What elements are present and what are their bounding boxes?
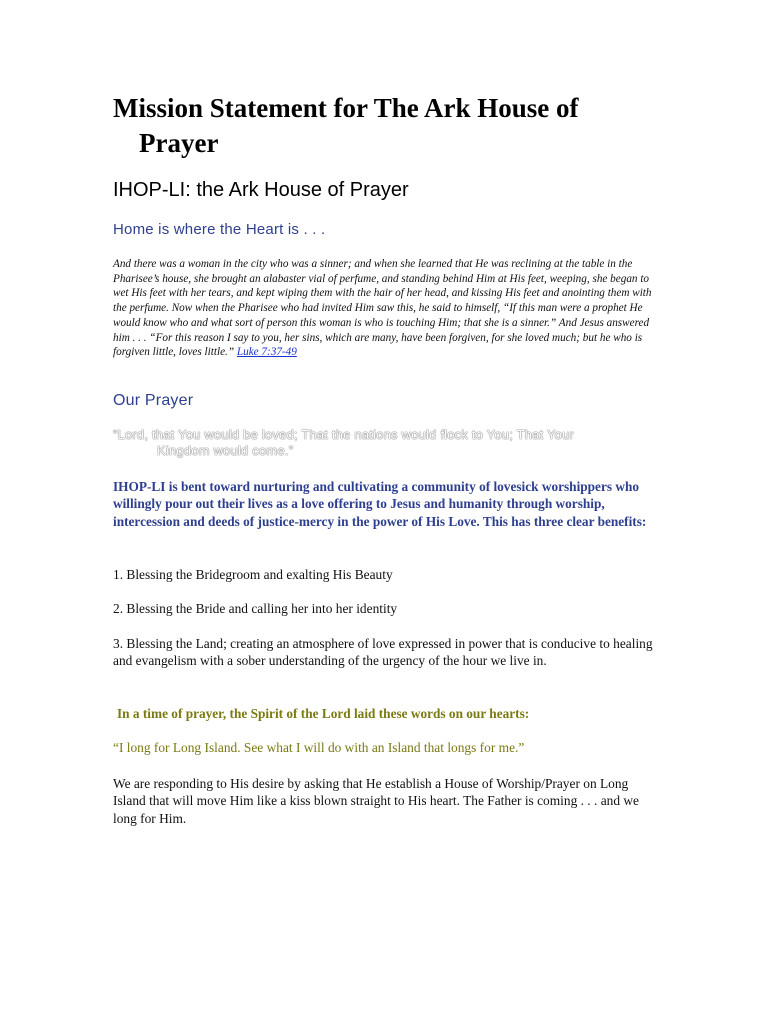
closing-paragraph: We are responding to His desire by asking that He establish a House of Worship/Prayer on Long Island that will move Him like a kiss blown straight to His heart. The Father is coming . . . and we long for Him. — [113, 776, 639, 826]
benefit-item-3: 3. Blessing the Land; creating an atmosphere of love expressed in power that is conducive to healing and evangelism with a sober understanding of the urgency of the hour we live in. — [113, 636, 653, 669]
page-subtitle: IHOP-LI: the Ark House of Prayer — [113, 179, 409, 201]
page-title-line1: Mission Statement for The Ark House of — [113, 93, 579, 123]
prayer-quote-line2: Kingdom would come.” — [157, 443, 294, 458]
benefit-item-1: 1. Blessing the Bridegroom and exalting His Beauty — [113, 567, 393, 582]
spirit-quote: “I long for Long Island. See what I will do with an Island that longs for me.” — [113, 740, 525, 755]
prayer-quote — [113, 427, 653, 459]
scripture-text: And there was a woman in the city who was a sinner; and when she learned that He was reclining at the table in the Pharisee’s house, she brought an alabaster vial of perfume, and standing behind Him at His feet, weeping, she began to wet His feet with her tears, and kept wiping them with the hair of her head, and kissing His feet and anointing them with the perfume. Now when the Pharisee who had invited Him saw this, he said to himself, “If this man were a prophet He would know who and what sort of person this woman is who is touching Him; that she is a sinner.” And Jesus answered him . . . “For this reason I say to you, her sins, which are many, have been forgiven, for she loved much; but he who is forgiven little, loves little.” — [113, 258, 652, 359]
mission-intro: IHOP-LI is bent toward nurturing and cultivating a community of lovesick worshippers who willingly pour out their lives as a love offering to Jesus and humanity through worship, intercession and deeds of justice-mercy in the power of His Love. This has three clear benefits: — [113, 479, 647, 529]
scripture-reference-link[interactable]: Luke 7:37-49 — [236, 346, 297, 359]
page-title — [113, 91, 673, 161]
home-heading: Home is where the Heart is . . . — [113, 221, 326, 238]
prayer-quote-line1: “Lord, that You would be loved; That the nations would flock to You; That Your — [113, 427, 575, 442]
scripture-paragraph — [113, 257, 661, 360]
prayer-heading: Our Prayer — [113, 392, 194, 409]
benefit-item-2: 2. Blessing the Bride and calling her into her identity — [113, 601, 398, 616]
page-title-line2: Prayer — [139, 128, 219, 158]
spirit-heading: In a time of prayer, the Spirit of the Lord laid these words on our hearts: — [117, 706, 530, 721]
